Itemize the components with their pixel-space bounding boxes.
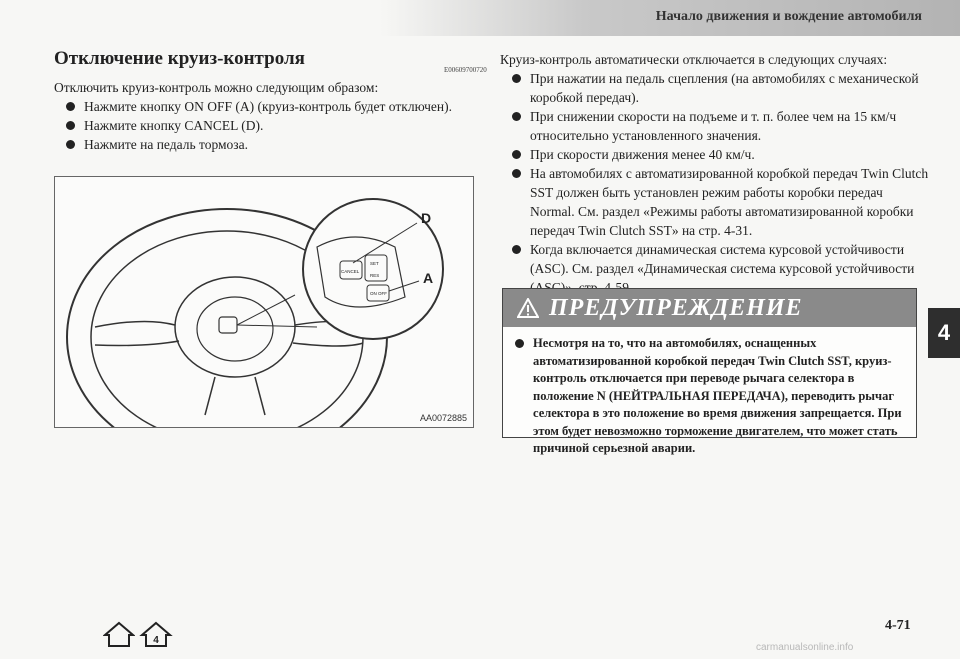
btn-cancel-label: CANCEL [341, 269, 360, 274]
warning-triangle-icon [517, 298, 539, 318]
steering-wheel-figure [54, 176, 474, 428]
page-navigation [103, 620, 173, 648]
steering-wheel-illustration [55, 177, 473, 427]
list-item: Нажмите на педаль тормоза. [54, 135, 474, 154]
warning-box [502, 288, 917, 455]
btn-onoff-label: ON OFF [370, 291, 387, 296]
list-item: Нажмите кнопку ON OFF (A) (круиз-контроль будет отключен). [54, 97, 474, 116]
label-a: A [423, 270, 434, 286]
warning-header [503, 289, 916, 327]
btn-res-label: RES [370, 273, 380, 278]
left-intro: Отключить круиз-контроль можно следующим образом: [54, 80, 379, 95]
page-number: 4-71 [885, 618, 911, 633]
left-bullets [54, 97, 474, 154]
list-item: На автомобилях с автоматизированной коробкой передач Twin Clutch SST должен быть установлен режим работы коробки передач Normal. См. раздел «Режимы работы автоматизированной коробки передач Twin Clutch SST» на стр. 4-31. [500, 164, 930, 240]
list-item: Когда включается динамическая система курсовой устойчивости (ASC). См. раздел «Динамическая система курсовой устойчивости [500, 240, 930, 297]
section-title: Отключение круиз-контроля [54, 48, 305, 69]
warning-title: ПРЕДУПРЕЖДЕНИЕ [549, 294, 803, 321]
btn-set-label: SET [370, 261, 379, 266]
section-code: E00609700720 [444, 66, 487, 74]
running-header: Начало движения и вождение автомобиля [655, 9, 922, 24]
watermark: carmanualsonline.info [756, 642, 854, 653]
list-item: Нажмите кнопку CANCEL (D). [54, 116, 474, 135]
list-item: При снижении скорости на подъеме и т. п. более чем на 15 км/ч относительно установленного значения. [500, 107, 930, 145]
right-column [500, 50, 930, 297]
left-column [54, 46, 487, 154]
right-intro: Круиз-контроль автоматически отключается в следующих случаях: [500, 52, 888, 67]
warning-text: Несмотря на то, что на автомобилях, оснащенных автоматизированной коробкой передач Twin Clutch SST, круиз-контроль отключается при переводе рычага селектора в положение N (НЕЙТРАЛЬНАЯ ПЕРЕДАЧА), переводить рычаг селектора в это положение во время движения запрещается. При этом будет невозможно торможение двигателем, что может стать причиной серьезной аварии. [503, 327, 916, 458]
toc-home-icon[interactable] [139, 620, 173, 648]
right-bullets [500, 69, 930, 297]
toc-label: 4 [153, 635, 159, 646]
switch-on-wheel [219, 317, 237, 333]
figure-code: AA0072885 [419, 413, 467, 423]
list-item: При нажатии на педаль сцепления (на автомобилях с механической коробкой передач). [500, 69, 930, 107]
label-d: D [421, 210, 432, 226]
home-icon[interactable] [103, 620, 135, 648]
chapter-tab[interactable]: 4 [928, 308, 960, 358]
list-item: При скорости движения менее 40 км/ч. [500, 145, 930, 164]
header-bar [380, 0, 960, 36]
